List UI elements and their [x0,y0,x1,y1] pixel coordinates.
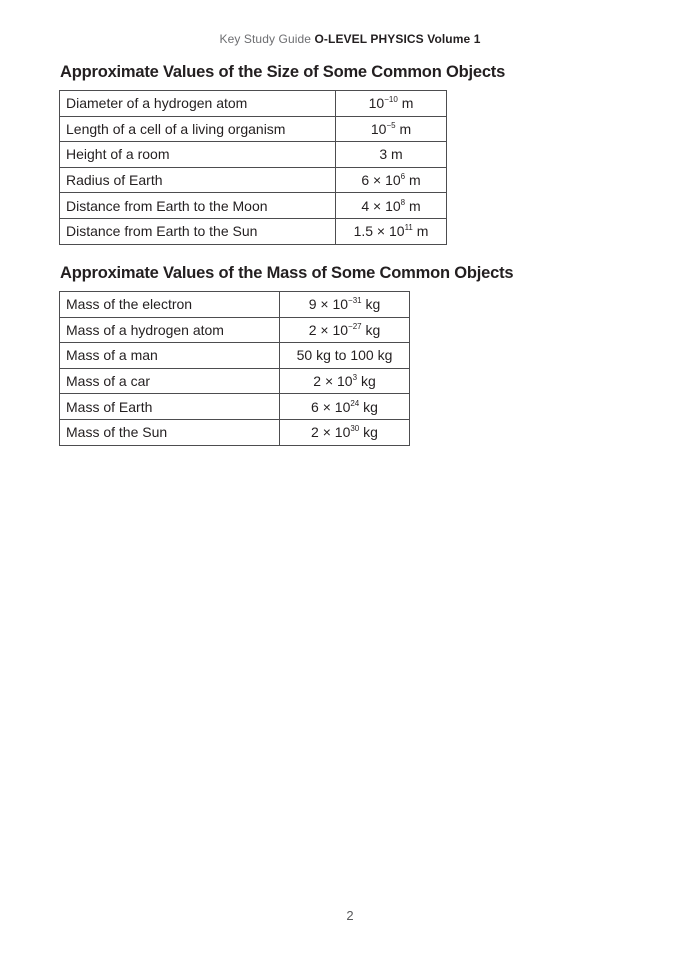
table-row [60,167,447,193]
value-base: 10 [334,424,351,441]
row-label: Height of a room [60,142,336,168]
value-coefficient: 2 × [311,424,335,441]
table-row [60,419,410,445]
value-base: 10 [370,120,387,137]
size-table [59,90,447,245]
header-book-title: O-LEVEL PHYSICS [314,32,424,46]
value-base: 10 [332,321,349,338]
value-base: 10 [385,172,401,189]
value-unit: m [409,172,421,189]
row-value [336,218,447,244]
table-row [60,142,447,168]
row-value [280,368,410,394]
value-coefficient: 2 × [313,373,338,390]
value-exponent: 30 [350,424,360,434]
value-unit: m [399,120,412,137]
table-row [60,317,410,343]
page-number: 2 [346,908,354,923]
value-coefficient: 50 kg to 100 kg [296,347,393,364]
value-exponent: 24 [350,398,360,408]
value-base: 10 [385,197,401,214]
row-label: Mass of a car [60,368,280,394]
value-base: 10 [368,95,385,112]
value-exponent: −10 [384,95,398,105]
row-label: Mass of the electron [60,292,280,318]
row-label: Mass of a hydrogen atom [60,317,280,343]
row-label: Distance from Earth to the Sun [60,218,336,244]
row-value [336,167,447,193]
row-value [280,317,410,343]
value-unit: kg [360,373,376,390]
value-base: 10 [337,373,353,390]
running-header [0,32,700,46]
row-value [280,394,410,420]
table-row [60,394,410,420]
value-coefficient: 6 × [311,398,335,415]
value-exponent: −27 [348,321,362,331]
row-label: Diameter of a hydrogen atom [60,91,336,117]
table-row [60,368,410,394]
row-label: Length of a cell of a living organism [60,116,336,142]
row-value [280,419,410,445]
size-section-title: Approximate Values of the Size of Some Common Objects [60,63,506,81]
value-base: 10 [388,223,405,240]
header-volume: Volume 1 [427,32,481,46]
value-exponent: 6 [400,172,406,182]
value-unit: kg [365,321,381,338]
row-value [336,142,447,168]
value-exponent: 11 [404,223,413,233]
table-row [60,343,410,369]
mass-section-title: Approximate Values of the Mass of Some Common Objects [60,264,514,282]
value-unit: m [409,197,421,214]
value-exponent: −31 [348,296,362,306]
value-coefficient: 2 × [308,321,333,338]
table-row [60,218,447,244]
table-row [60,91,447,117]
mass-table [59,291,410,446]
value-base: 10 [332,296,349,313]
value-unit: kg [365,296,381,313]
value-coefficient: 6 × [361,172,386,189]
value-exponent: 8 [400,197,406,207]
table-row [60,292,410,318]
value-unit: kg [363,398,378,415]
value-unit: m [401,95,414,112]
value-unit: kg [363,424,378,441]
value-exponent: −5 [386,120,396,130]
row-value [336,193,447,219]
value-coefficient: 9 × [308,296,333,313]
row-label: Distance from Earth to the Moon [60,193,336,219]
row-value [280,292,410,318]
value-exponent: 3 [352,373,358,383]
row-value [336,91,447,117]
row-value [336,116,447,142]
row-label: Mass of the Sun [60,419,280,445]
row-label: Radius of Earth [60,167,336,193]
value-unit: m [416,223,429,240]
table-row [60,193,447,219]
row-label: Mass of Earth [60,394,280,420]
row-label: Mass of a man [60,343,280,369]
value-coefficient: 3 m [379,146,403,163]
table-row [60,116,447,142]
header-prefix: Key Study Guide [219,32,312,46]
value-coefficient: 1.5 × [353,223,389,240]
value-coefficient: 4 × [361,197,386,214]
value-base: 10 [334,398,351,415]
row-value [280,343,410,369]
